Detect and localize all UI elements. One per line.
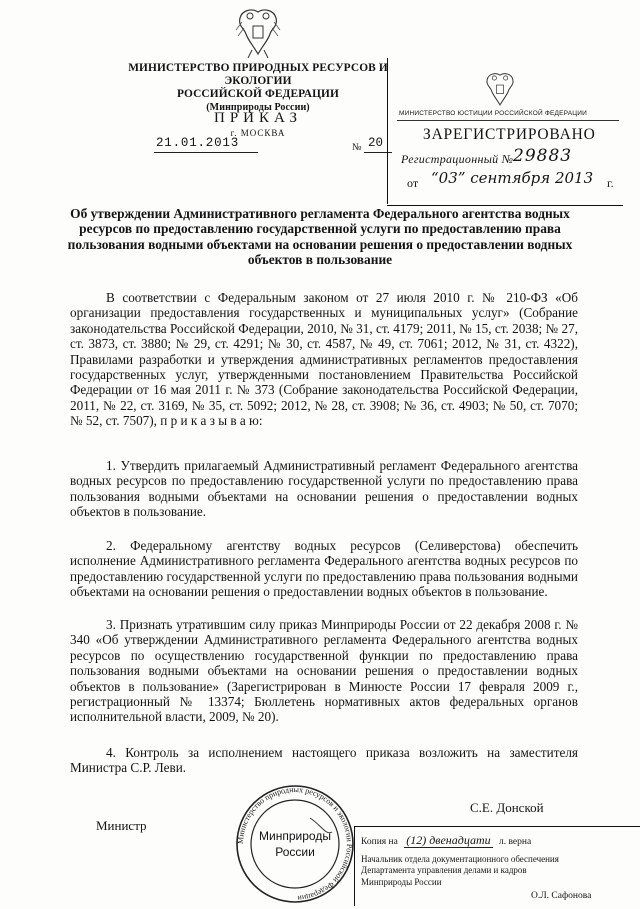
coat-of-arms-icon bbox=[234, 6, 282, 60]
copy-line-2: Начальник отдела документационного обеспечения bbox=[361, 854, 559, 864]
seal-center-line-2: России bbox=[275, 845, 315, 859]
copy-line-4: Минприроды России bbox=[361, 877, 442, 887]
stamp-border-left bbox=[387, 58, 388, 204]
doc-type: ПРИКАЗ bbox=[214, 110, 302, 126]
item-4-text: 4. Контроль за исполнением настоящего приказа возложить на заместителя Министра С.Р. Леви. bbox=[70, 745, 578, 776]
doc-title: Об утверждении Административного регламента Федерального агентства водных ресурсов по предоставлению государственной услуги по предоставлению права пользования водными объектами на основании решения о предоставлении водных объектов в пользование bbox=[67, 206, 573, 268]
copy-pages: (12) двенадцати bbox=[406, 833, 491, 847]
item-2-text: 2. Федеральному агентству водных ресурсов (Селиверстова) обеспечить исполнение Административного регламента Федерального агентства водных ресурсов по предоставлению государственной услуги по предоставлению права пользования водными объектами на основании решения о предоставлении водных объектов в пользование. bbox=[70, 538, 578, 600]
item-3 bbox=[70, 617, 578, 725]
preamble-text: В соответствии с Федеральным законом от 27 июля 2010 г. № 210-ФЗ «Об организации предоставления государственных и муниципальных услуг» (Собрание законодательства Российской Федерации, 2010, № 31, ст. 4179; 2011, № 15, ст. 2038; № 27, ст. 3873, ст. 3880; № 29, ст. 4291; № 30, ст. 4587, № 49, ст. 7061; 2012, № 31, ст. 4322), Правилами разработки и утверждения административных регламентов предоставления государственных услуг, утвержденными постановлением Правительства Российской Федерации от 16 мая 2011 г. № 373 (Собрание законодательства Российской Федерации, 2011, № 22, ст. 3169, № 35, ст. 5092; 2012, № 28, ст. 3908; № 36, ст. 4903; № 50, ст. 7070; № 52, ст. 7507), п р и к а з ы в а ю: bbox=[70, 290, 578, 429]
copy-line-3: Департамента управления делами и кадров bbox=[361, 865, 527, 875]
signature-name: С.Е. Донской bbox=[470, 800, 544, 815]
copy-line-1 bbox=[361, 833, 531, 848]
registered-label: ЗАРЕГИСТРИРОВАНО bbox=[423, 126, 596, 143]
seal-center-line-1: Минприроды bbox=[259, 829, 331, 843]
reg-number-label: Регистрационный № bbox=[401, 152, 514, 166]
copy-prefix: Копия на bbox=[361, 837, 398, 847]
ministry-line-1: МИНИСТЕРСТВО ПРИРОДНЫХ РЕСУРСОВ И ЭКОЛОГИИ bbox=[128, 62, 388, 87]
justice-ministry-name: МИНИСТЕРСТВО ЮСТИЦИИ РОССИЙСКОЙ ФЕДЕРАЦИИ bbox=[399, 110, 588, 117]
reg-date-prefix: от bbox=[407, 176, 419, 190]
item-1 bbox=[70, 458, 578, 520]
justice-underline bbox=[397, 120, 619, 121]
copy-suffix: л. верна bbox=[499, 837, 532, 847]
doc-number-sign: № bbox=[352, 142, 362, 153]
round-seal bbox=[230, 784, 360, 909]
reg-date-suffix: г. bbox=[607, 176, 614, 190]
doc-number: 20 bbox=[368, 136, 384, 150]
item-1-text: 1. Утвердить прилагаемый Административный регламент Федерального агентства водных ресурсов по предоставлению государственной услуги по предоставлению права пользования водными объектами на основании решения о предоставлении водных объектов в пользование. bbox=[70, 458, 578, 520]
ministry-line-2: РОССИЙСКОЙ ФЕДЕРАЦИИ bbox=[177, 88, 339, 100]
ministry-name bbox=[118, 62, 398, 114]
item-2 bbox=[70, 538, 578, 600]
seal-ring-text: Министерство природных ресурсов и экологии Российской Федерации bbox=[235, 784, 355, 903]
date-underline bbox=[154, 152, 258, 153]
ministry-short-name: (Минприроды России) bbox=[206, 102, 310, 113]
item-3-text: 3. Признать утратившим силу приказ Минприроды России от 22 декабря 2008 г. № 340 «Об утверждении Административного регламента Федерального агентства водных ресурсов по осуществлению государственной функции по предоставлению права пользования водными объектами на основании решения о предоставлении водных объектов в пользование» (Зарегистрирован в Минюсте России 17 февраля 2009 г., регистрационный № 13374; Бюллетень нормативных актов федеральных органов исполнительной власти, 2009, № 20). bbox=[70, 617, 578, 725]
signature-position: Министр bbox=[96, 818, 147, 833]
coat-of-arms-icon bbox=[483, 70, 517, 110]
doc-city: г. МОСКВА bbox=[230, 128, 286, 138]
reg-number: 29883 bbox=[513, 146, 573, 166]
copy-certification-stamp bbox=[354, 826, 640, 906]
reg-date: “03” сентября 2013 bbox=[431, 169, 594, 187]
doc-date: 21.01.2013 bbox=[156, 136, 240, 150]
copy-officer: О.Л. Сафонова bbox=[531, 891, 592, 901]
item-4 bbox=[70, 745, 578, 776]
registration-stamp bbox=[385, 58, 623, 206]
preamble bbox=[70, 290, 578, 429]
